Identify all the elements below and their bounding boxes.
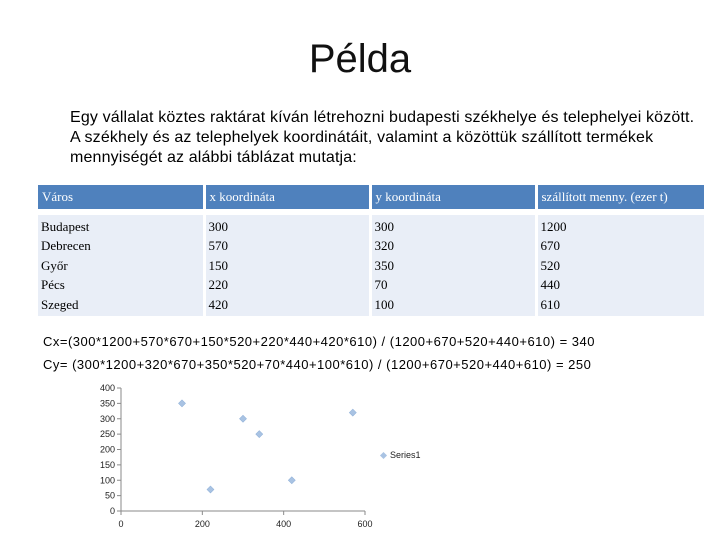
table-cell: 570 — [208, 238, 228, 254]
data-point — [239, 415, 246, 422]
slide-title: Példa — [308, 37, 412, 81]
table-cell: 1200 — [540, 219, 567, 234]
x-tick-label: 600 — [357, 519, 373, 529]
data-point — [207, 486, 214, 493]
y-tick-label: 300 — [99, 413, 115, 424]
table-cell: 300 — [208, 219, 228, 234]
table-cell: 100 — [374, 296, 394, 312]
y-tick-label: 150 — [99, 459, 115, 470]
table-cell: 420 — [208, 296, 228, 312]
y-tick-label: 0 — [109, 506, 115, 516]
legend-marker-icon — [380, 452, 387, 459]
x-tick-label: 400 — [276, 519, 292, 529]
table-cell: Debrecen — [41, 238, 91, 254]
chart-points — [178, 400, 356, 493]
x-tick-label: 200 — [194, 519, 210, 529]
header-quantity: szállított menny. (ezer t) — [536, 185, 704, 209]
table-cell: Szeged — [41, 296, 79, 312]
data-point — [256, 431, 263, 438]
data-point — [288, 477, 295, 484]
formula-cx: Cx=(300*1200+570*670+150*520+220*440+420*610) / (1200+670+520+440+610) = 340 — [43, 334, 595, 349]
formula-cy: Cy= (300*1200+320*670+350*520+70*440+100*610) / (1200+670+520+440+610) = 250 — [43, 357, 592, 372]
data-point — [178, 400, 185, 407]
table-cell: Budapest — [41, 219, 90, 234]
header-y: y koordináta — [370, 185, 536, 209]
legend-label: Series1 — [390, 450, 421, 460]
header-city: Város — [38, 185, 204, 209]
chart-tick-labels — [100, 383, 373, 529]
intro-line: mennyiségét az alábbi táblázat mutatja: — [70, 149, 357, 166]
chart-legend — [381, 450, 421, 460]
table-cell: 520 — [540, 257, 560, 273]
y-tick-label: 400 — [99, 383, 115, 393]
table-cell: Pécs — [41, 277, 65, 293]
header-x: x koordináta — [204, 185, 370, 209]
table-cell: 670 — [540, 238, 560, 254]
y-tick-label: 200 — [99, 444, 115, 455]
y-tick-label: 350 — [99, 398, 115, 409]
y-tick-label: 250 — [99, 429, 115, 440]
intro-line: Egy vállalat köztes raktárat kíván létrehozni budapesti székhelye és telephelyei között. — [70, 109, 695, 126]
chart-axes — [117, 388, 365, 515]
table-cell: 610 — [540, 296, 560, 312]
table-cell: 150 — [208, 257, 228, 273]
table-cell: 320 — [374, 238, 394, 254]
table-cell: Győr — [41, 257, 68, 273]
intro-line: A székhely és az telephelyek koordinátáit, valamint a közöttük szállított termékek — [70, 129, 654, 146]
table-cell: 70 — [374, 277, 388, 293]
y-tick-label: 50 — [104, 490, 115, 501]
data-point — [349, 409, 356, 416]
x-tick-label: 0 — [118, 519, 124, 529]
table-cell: 440 — [540, 277, 560, 293]
table-cell: 300 — [374, 219, 394, 234]
table-cell: 350 — [374, 257, 394, 273]
table-cell: 220 — [208, 277, 228, 293]
y-tick-label: 100 — [99, 475, 115, 486]
